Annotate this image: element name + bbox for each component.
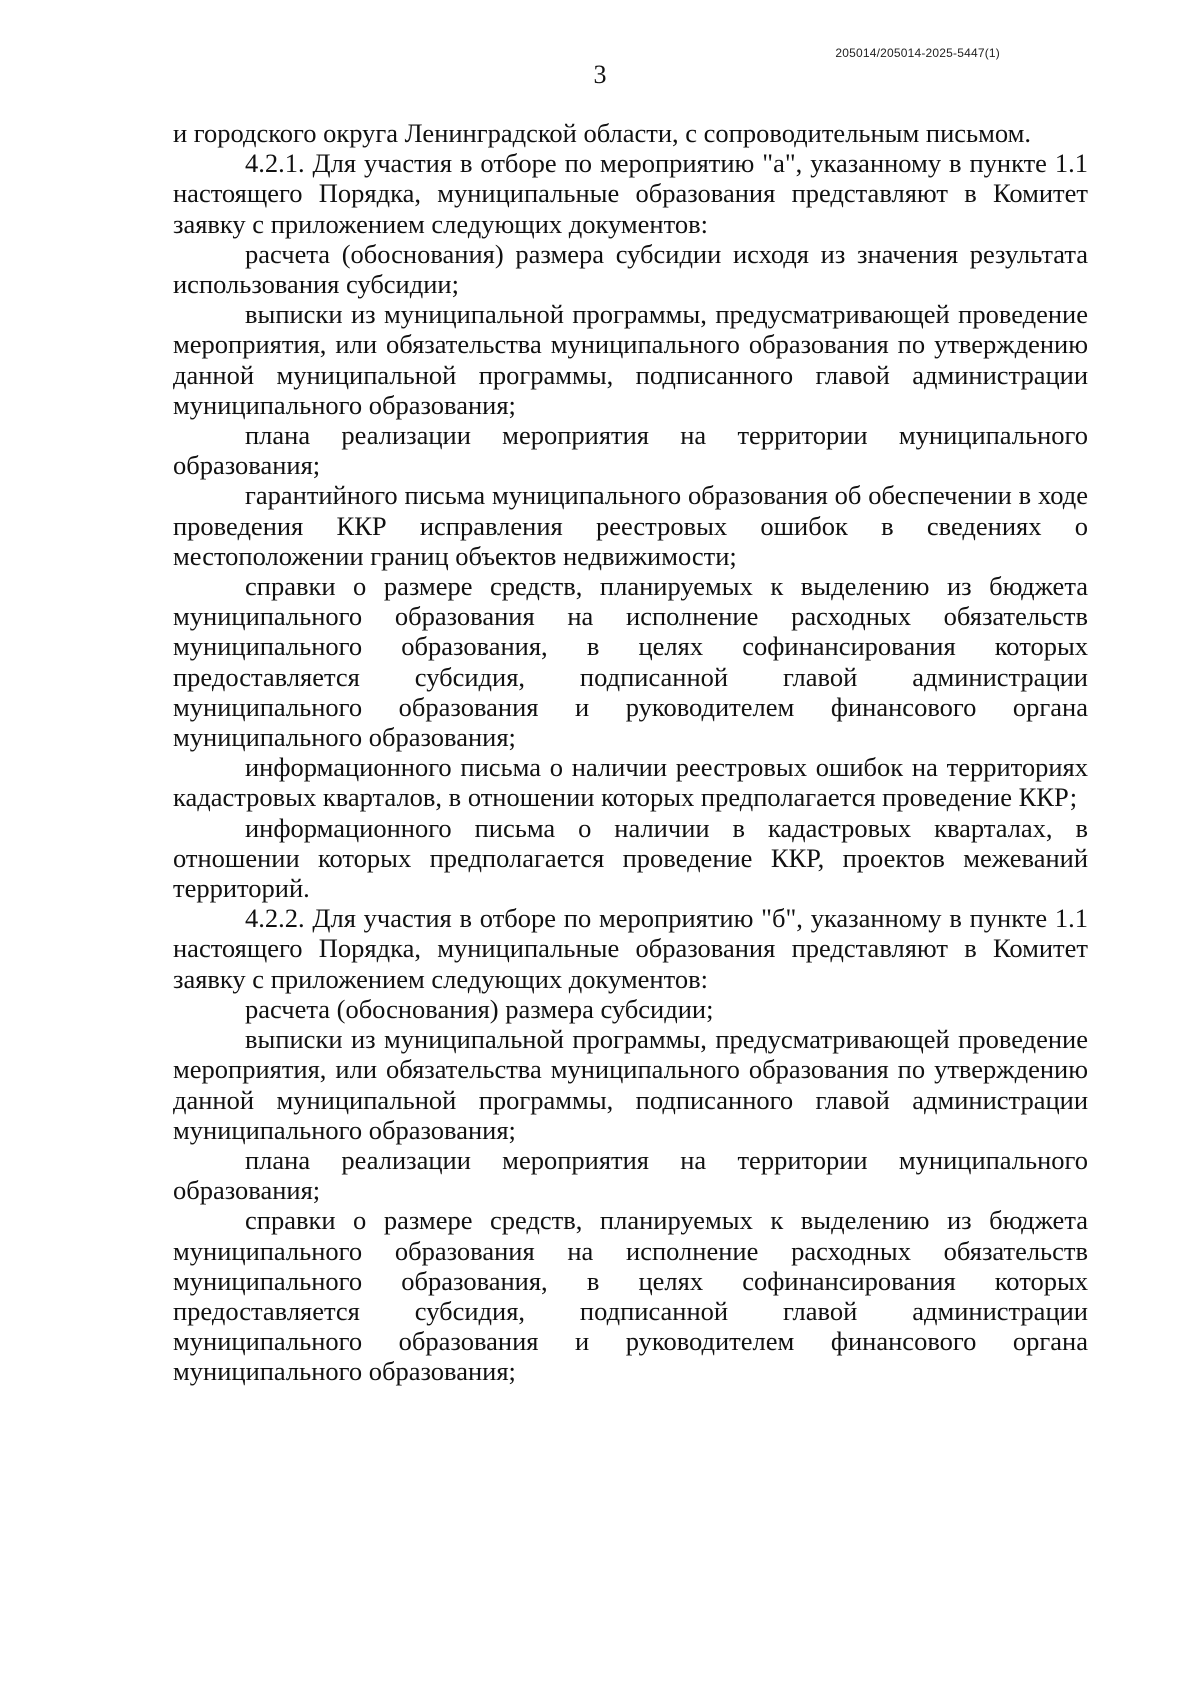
paragraph-item: справки о размере средств, планируемых к выделению из бюджета муниципального образования на исполнение расходных обязательств муниципального образования, в целях софинансирования которых предоставляется субсидия, подписанной главой администрации муниципального образования и руководителем финансового органа муниципального образования; (173, 1205, 1088, 1387)
paragraph-item: расчета (обоснования) размера субсидии; (245, 993, 714, 1024)
paragraph-item: выписки из муниципальной программы, предусматривающей проведение мероприятия, или обязательства муниципального образования по утверждению данной муниципальной программы, подписанного главой администрации муниципального образования; (173, 299, 1088, 420)
paragraph-item: плана реализации мероприятия на территории муниципального образования; (173, 1144, 1088, 1206)
paragraph-item: справки о размере средств, планируемых к выделению из бюджета муниципального образования на исполнение расходных обязательств муниципального образования, в целях софинансирования которых предоставляется субсидия, подписанной главой администрации муниципального образования и руководителем финансового органа муниципального образования; (173, 571, 1088, 753)
paragraph-item: гарантийного письма муниципального образования об обеспечении в ходе проведения ККР исправления реестровых ошибок в сведениях о местоположении границ объектов недвижимости; (173, 480, 1088, 571)
paragraph-clause-4-2-2: 4.2.2. Для участия в отборе по мероприятию "б", указанному в пункте 1.1 настоящего Порядка, муниципальные образования представляют в Комитет заявку с приложением следующих документов: (173, 903, 1088, 994)
paragraph-item: информационного письма о наличии в кадастровых кварталах, в отношении которых предполагается проведение ККР, проектов межеваний территорий. (173, 812, 1088, 904)
paragraph-item: плана реализации мероприятия на территории муниципального образования; (173, 420, 1088, 481)
paragraph-item: расчета (обоснования) размера субсидии исходя из значения результата использования субсидии; (173, 238, 1088, 300)
page-number: 3 (593, 60, 607, 89)
paragraph-item: выписки из муниципальной программы, предусматривающей проведение мероприятия, или обязательства муниципального образования по утверждению данной муниципальной программы, подписанного главой администрации муниципального образования; (173, 1024, 1088, 1145)
paragraph-continuation: и городского округа Ленинградской области, с сопроводительным письмом. (173, 118, 1032, 148)
paragraph-item: информационного письма о наличии реестровых ошибок на территориях кадастровых кварталов, в отношении которых предполагается проведение ККР; (173, 752, 1088, 813)
document-body (173, 118, 1088, 1387)
document-id: 205014/205014-2025-5447(1) (835, 46, 1000, 60)
paragraph-clause-4-2-1: 4.2.1. Для участия в отборе по мероприятию "а", указанному в пункте 1.1 настоящего Порядка, муниципальные образования представляют в Комитет заявку с приложением следующих документов: (173, 148, 1088, 239)
